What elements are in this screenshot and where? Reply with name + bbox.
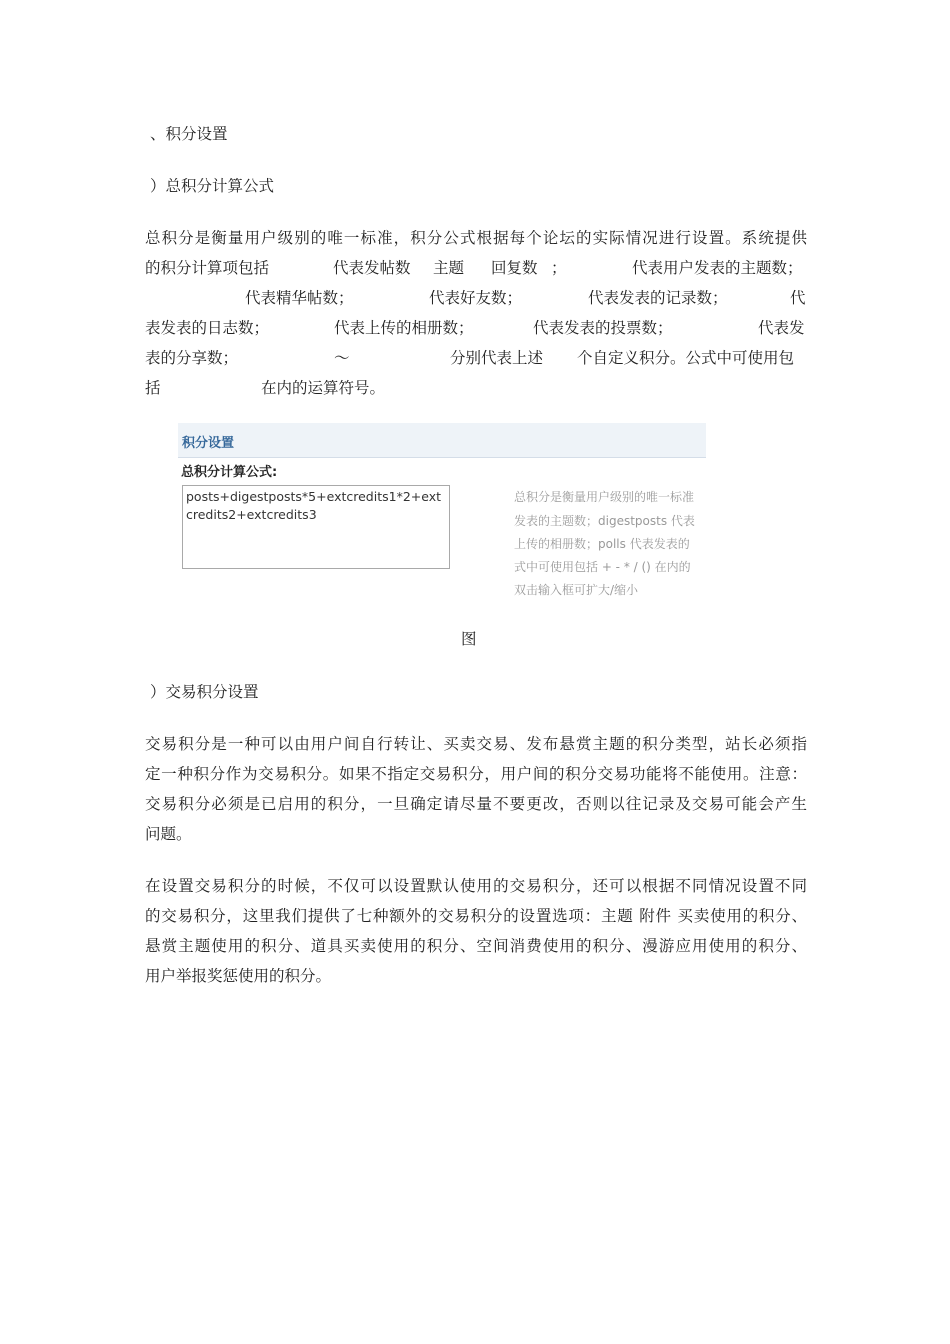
hint-line: 式中可使用包括 + - * / () 在内的 [514,560,691,574]
text-fragment: 代 [790,289,806,307]
text-fragment: 代表发 [758,319,805,337]
text-fragment: 代表用户发表的主题数； [632,259,803,277]
text-line: 在设置交易积分的时候，不仅可以设置默认使用的交易积分，还可以根据不同情况设置不同 [145,877,807,895]
text-fragment: 代表好友数； [429,289,523,307]
hint-line: 总积分是衡量用户级别的唯一标准 [514,490,695,504]
text-fragment: 表发表的日志数； [145,319,270,337]
formula-label: 总积分计算公式: [181,465,278,480]
text-fragment: 代表发表的记录数； [588,289,728,307]
formula-textarea[interactable]: posts+digestposts*5+extcredits1*2+extcredits2+extcredits3 [182,485,450,569]
credits-settings-screenshot [178,423,706,605]
text-line: 交易积分必须是已启用的积分，一旦确定请尽量不要更改，否则以往记录及交易可能会产生 [145,795,807,813]
text-fragment: ； [551,259,567,277]
text-line: 用户举报奖惩使用的积分。 [145,967,332,985]
section-title: 、积分设置 [150,125,228,143]
text-line: 问题。 [145,825,192,843]
text-fragment: 回复数 [491,259,538,277]
text-line: 悬赏主题使用的积分、道具买卖使用的积分、空间消费使用的积分、漫游应用使用的积分、 [145,937,807,955]
settings-header-title: 积分设置 [182,436,235,451]
text-line: 交易积分是一种可以由用户间自行转让、买卖交易、发布悬赏主题的积分类型，站长必须指 [145,735,807,753]
text-line: 的交易积分，这里我们提供了七种额外的交易积分的设置选项：主题 附件 买卖使用的积分、 [145,907,807,925]
text-fragment: 分别代表上述 [450,349,544,367]
figure-caption: 图 [461,630,477,648]
text-fragment: 表的分享数； [145,349,239,367]
text-fragment: 代表上传的相册数； [334,319,474,337]
text-fragment: 在内的运算符号。 [261,379,386,397]
text-line: 总积分是衡量用户级别的唯一标准，积分公式根据每个论坛的实际情况进行设置。系统提供 [145,229,807,247]
hint-line: 上传的相册数；polls 代表发表的 [514,537,690,551]
text-line: 定一种积分作为交易积分。如果不指定交易积分，用户间的积分交易功能将不能使用。注意： [145,765,807,783]
text-fragment: 主题 [433,259,465,277]
subsection-title-total-credits: ）总积分计算公式 [150,177,275,195]
text-fragment: 个自定义积分。公式中可使用包 [577,349,795,367]
settings-header-bar [178,423,706,458]
text-fragment: 代表发表的投票数； [533,319,673,337]
hint-line: 发表的主题数；digestposts 代表 [514,514,695,528]
text-fragment: 代表发帖数 [333,259,411,277]
text-fragment: 的积分计算项包括 [145,259,270,277]
subsection-title-trade-credits: ）交易积分设置 [150,683,259,701]
text-fragment: ～ [334,349,350,367]
hint-line: 双击输入框可扩大/缩小 [514,583,639,597]
text-fragment: 代表精华帖数； [245,289,354,307]
text-fragment: 括 [145,379,161,397]
